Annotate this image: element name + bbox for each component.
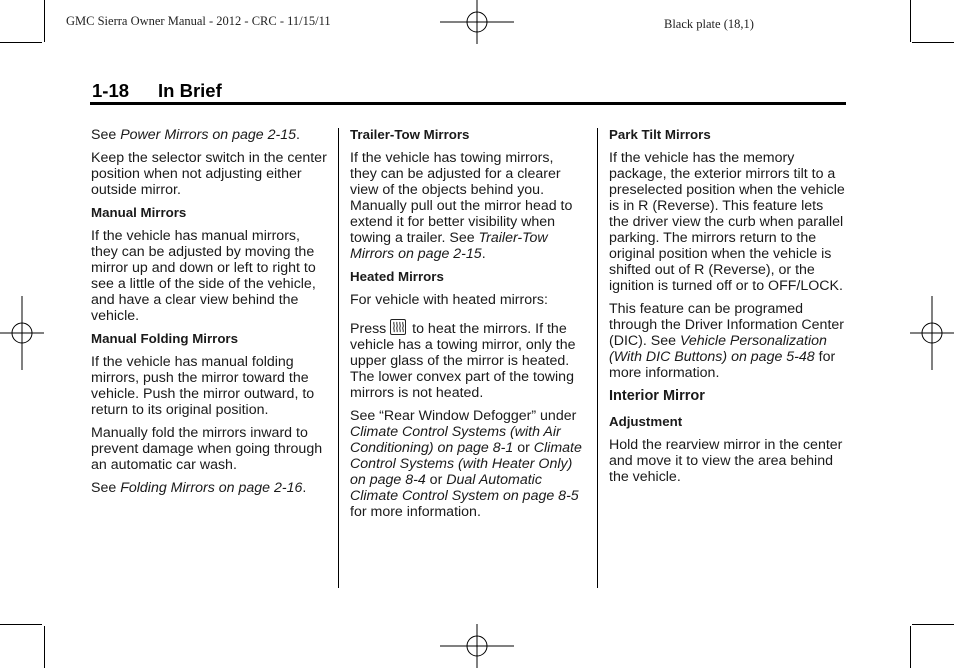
text: . [296, 127, 300, 143]
paragraph: Manually fold the mirrors inward to prevent damage when going through an automatic car wash. [91, 425, 323, 473]
text: to heat the mirrors. If the vehicle has a towing mirror, only the upper glass of the mirror is heated. The lower convex part of the towing mirrors is not heated. [350, 321, 576, 401]
registration-mark-top [440, 0, 514, 44]
paragraph [350, 408, 584, 520]
column-3 [609, 127, 845, 492]
text: This feature can be programed through the Driver Information Center (DIC). See [609, 301, 844, 349]
rear-defogger-icon [390, 319, 406, 335]
paragraph [91, 480, 327, 496]
page-title [92, 80, 222, 102]
paragraph: For vehicle with heated mirrors: [350, 292, 548, 308]
cross-reference[interactable]: Power Mirrors on page 2-15 [120, 127, 297, 143]
text: for more information. [350, 504, 481, 520]
crop-mark [912, 42, 954, 43]
cross-reference[interactable]: Vehicle Personalization (With DIC Buttons) on page 5-48 [609, 333, 827, 365]
text: Press [350, 321, 391, 337]
title-rule [90, 102, 846, 105]
header-left: GMC Sierra Owner Manual - 2012 - CRC - 11/15/11 [66, 14, 331, 28]
heading-manual-folding-mirrors: Manual Folding Mirrors [91, 331, 239, 346]
text: See [91, 480, 121, 496]
text: . [481, 246, 486, 262]
heading-interior-mirror: Interior Mirror [609, 388, 705, 404]
heading-heated-mirrors: Heated Mirrors [350, 269, 444, 284]
paragraph: If the vehicle has the memory package, the exterior mirrors tilt to a preselected position when the vehicle is in R (Reverse). This feature lets the driver view the curb when parallel parking. The mirrors return to the original position when the vehicle is shifted out of R (Reverse), or the ignition is turned off or to OFF/LOCK. [609, 150, 845, 294]
crop-mark [0, 42, 42, 43]
registration-mark-right [910, 296, 954, 370]
text: If the vehicle has towing mirrors, they can be adjusted for a clearer view of the objects behind you. Manually pull out the mirror head to extend it for better visibility when towing a trailer. See [350, 150, 573, 246]
column-divider [597, 128, 598, 588]
cross-reference[interactable]: Folding Mirrors on page 2-16 [120, 480, 303, 496]
text: . [302, 480, 307, 496]
crop-mark [910, 626, 911, 668]
crop-mark [44, 0, 45, 42]
cross-reference[interactable]: Dual Automatic Climate Control System on page 8-5 [350, 472, 579, 504]
column-1 [91, 127, 327, 503]
column-divider [338, 128, 339, 588]
paragraph: If the vehicle has manual folding mirrors, push the mirror toward the vehicle. Push the mirror outward, to return to its original position. [91, 354, 315, 418]
paragraph [609, 301, 845, 381]
heading-adjustment: Adjustment [609, 414, 683, 429]
paragraph [350, 150, 584, 262]
section-title: In Brief [158, 80, 222, 101]
text: See “Rear Window Defogger” under [350, 408, 577, 424]
cross-reference[interactable]: Climate Control Systems (with Heater Only) on page 8-4 [350, 440, 582, 488]
paragraph [350, 319, 584, 401]
text: or [425, 472, 447, 488]
cross-reference[interactable]: Trailer-Tow Mirrors on page 2-15 [350, 230, 548, 262]
text: See [91, 127, 121, 143]
paragraph: Hold the rearview mirror in the center and move it to view the area behind the vehicle. [609, 437, 843, 485]
paragraph: Keep the selector switch in the center position when not adjusting either outside mirror. [91, 150, 327, 198]
column-2 [350, 127, 584, 527]
heading-manual-mirrors: Manual Mirrors [91, 205, 187, 220]
crop-mark [912, 624, 954, 625]
heading-park-tilt-mirrors: Park Tilt Mirrors [609, 127, 711, 142]
crop-mark [0, 624, 42, 625]
cross-reference[interactable]: Climate Control Systems (with Air Conditioning) on page 8-1 [350, 424, 561, 456]
text: or [513, 440, 534, 456]
registration-mark-left [0, 296, 44, 370]
paragraph [91, 127, 327, 143]
text: for more information. [609, 349, 836, 381]
page-number: 1-18 [92, 80, 130, 101]
registration-mark-bottom [440, 624, 514, 668]
crop-mark [910, 0, 911, 42]
crop-mark [44, 626, 45, 668]
heading-trailer-tow-mirrors: Trailer-Tow Mirrors [350, 127, 470, 142]
paragraph: If the vehicle has manual mirrors, they can be adjusted by moving the mirror up and down or left to right to see a little of the side of the vehicle, and have a clear view behind the vehicle. [91, 228, 316, 324]
header-right: Black plate (18,1) [664, 17, 754, 31]
